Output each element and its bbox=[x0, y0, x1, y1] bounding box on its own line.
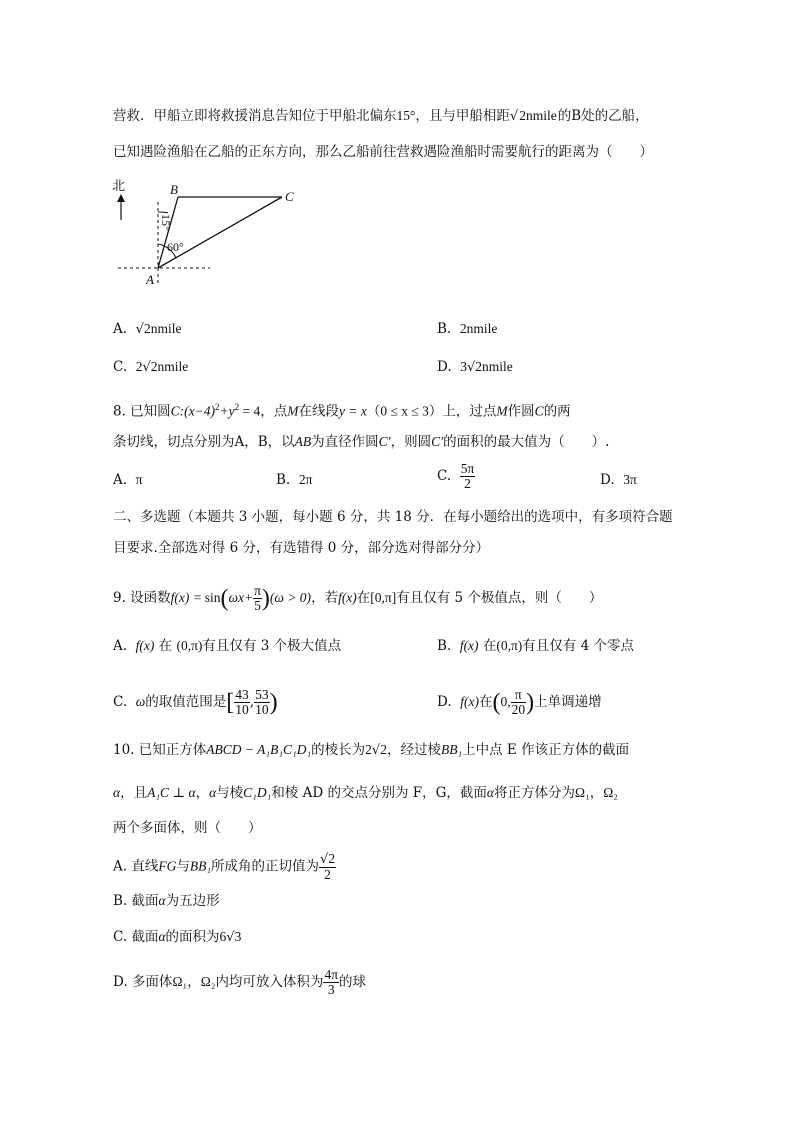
q7-option-B[interactable] bbox=[437, 319, 497, 339]
option-alpha: α bbox=[158, 893, 166, 908]
sqrt-icon: √ bbox=[509, 109, 519, 124]
q8-circle-eq: C:(x−4) bbox=[170, 403, 216, 419]
q10-text: 与棱 bbox=[216, 785, 244, 801]
q7-option-D[interactable] bbox=[437, 357, 513, 378]
option-label: D. bbox=[600, 472, 615, 488]
option-text: 2nmile bbox=[143, 321, 182, 336]
fraction bbox=[323, 968, 339, 997]
sqrt-icon: √ bbox=[226, 930, 235, 945]
q10-omega1: Ω₁ bbox=[575, 785, 590, 800]
q8-option-A[interactable] bbox=[113, 470, 142, 490]
option-text: 直线 bbox=[131, 858, 159, 875]
option-text: 多面体 bbox=[131, 974, 173, 990]
q8-circle-eq: +y bbox=[219, 403, 235, 419]
option-text: ， bbox=[187, 974, 201, 990]
north-arrowhead-icon bbox=[117, 194, 125, 202]
q8-text: 上，过点 bbox=[442, 403, 497, 420]
option-label: C. bbox=[437, 468, 452, 484]
frac-num: π bbox=[511, 688, 527, 703]
option-text: 3π bbox=[623, 472, 637, 487]
option-label: A. bbox=[113, 472, 128, 488]
frac-den: 10 bbox=[255, 702, 269, 717]
q10-line-1 bbox=[113, 740, 629, 761]
option-label: D. bbox=[437, 359, 452, 375]
q7-angle: 15° bbox=[396, 108, 416, 123]
option-fx: f(x) bbox=[459, 638, 479, 653]
option-label: A. bbox=[113, 321, 128, 337]
option-omega: ω bbox=[135, 694, 146, 709]
option-label: A. bbox=[113, 858, 128, 875]
q7-text: 营救．甲船立即将救援消息告知位于甲船北偏东 bbox=[113, 108, 397, 124]
frac-den: 5 bbox=[254, 598, 261, 613]
fraction bbox=[253, 584, 262, 613]
option-text: 2nmile bbox=[475, 359, 513, 374]
q10-text: 的棱长为 bbox=[311, 742, 366, 758]
frac-num: 2 bbox=[328, 851, 336, 866]
q8-text: 作圆 bbox=[507, 403, 535, 420]
q9-option-D[interactable]: D. f(x)在(0, $\frac{\pi}{20}$ )上单调递增 bbox=[437, 687, 602, 717]
option-text: 有且仅有 4 个零点 bbox=[522, 638, 634, 654]
frac-num: 53 bbox=[255, 687, 269, 702]
option-BB1: BB₁ bbox=[189, 858, 212, 874]
q7-line-1 bbox=[113, 106, 649, 127]
q10-text: ，经过棱 bbox=[386, 742, 441, 758]
option-text: 所成角的正切值为 bbox=[211, 858, 320, 875]
option-text: 的面积为 bbox=[165, 929, 220, 945]
q9-text: 有且仅有 5 个极值点，则（ ） bbox=[396, 590, 603, 606]
option-label: D. bbox=[113, 974, 128, 990]
north-label: 北 bbox=[112, 179, 126, 194]
option-text: 2nmile bbox=[150, 359, 189, 374]
q9-option-A[interactable] bbox=[113, 636, 341, 656]
q8-segment: y = x bbox=[339, 403, 367, 419]
frac-num: 5π bbox=[460, 461, 475, 476]
q10-text: 10. 已知正方体 bbox=[113, 742, 207, 758]
q8-text: ，则圆 bbox=[390, 434, 432, 450]
q10-text: 和棱 AD 的交点分别为 F，G，截面 bbox=[271, 785, 487, 801]
q10-alpha: α bbox=[486, 785, 495, 800]
q8-line-2 bbox=[113, 432, 609, 452]
angle-60-label: 60° bbox=[167, 240, 184, 254]
option-omega2: Ω₂ bbox=[200, 974, 216, 989]
q10-A1C: A₁C ⊥ α bbox=[147, 785, 196, 800]
q9-cond: (ω > 0) bbox=[269, 590, 312, 605]
frac-den: 2 bbox=[324, 867, 331, 882]
frac-num: π bbox=[254, 583, 261, 598]
option-rad: 3 bbox=[234, 929, 242, 944]
option-text: 的球 bbox=[339, 974, 367, 990]
option-text: 2nmile bbox=[459, 321, 498, 336]
option-text: 为五边形 bbox=[165, 893, 220, 909]
fraction bbox=[460, 462, 476, 491]
q10-option-A[interactable] bbox=[113, 852, 336, 882]
option-text: 内均可放入体积为 bbox=[215, 974, 324, 990]
q7-text: 的B处的乙船， bbox=[557, 108, 649, 124]
option-coef: 2 bbox=[135, 359, 143, 374]
q9-fx: f(x) bbox=[170, 590, 190, 605]
q10-text: ， bbox=[195, 785, 210, 801]
option-interval: (0,π) bbox=[176, 638, 203, 653]
q10-text: 将正方体分为 bbox=[494, 785, 576, 801]
q10-BB1: BB₁ bbox=[440, 742, 463, 757]
q9-text: ，若 bbox=[311, 590, 339, 606]
option-label: C. bbox=[113, 929, 128, 945]
q7-option-A[interactable] bbox=[113, 319, 181, 340]
q10-len-rad: 2 bbox=[380, 742, 387, 757]
q10-text: 上中点 E 作该正方体的截面 bbox=[462, 742, 630, 758]
frac-den: 10 bbox=[235, 702, 249, 717]
point-B-label: B bbox=[170, 182, 178, 197]
q10-text: ， bbox=[589, 785, 604, 801]
option-fx: f(x) bbox=[135, 638, 155, 653]
option-text: 上单调递增 bbox=[534, 694, 602, 710]
q8-text: 为直径作圆 bbox=[311, 434, 379, 450]
frac-num: 43 bbox=[235, 687, 249, 702]
option-text: 的取值范围是 bbox=[145, 694, 227, 710]
segment-AB bbox=[158, 197, 178, 268]
q8-text: 在线段 bbox=[298, 403, 339, 420]
option-coef: 6 bbox=[219, 929, 227, 944]
q8-text: 8. 已知圆 bbox=[113, 403, 171, 420]
option-FG: FG bbox=[158, 858, 177, 874]
q10-len-coef: 2 bbox=[365, 742, 372, 757]
q10-option-D[interactable] bbox=[113, 968, 366, 997]
q8-var-M: M bbox=[287, 403, 299, 419]
option-text: π bbox=[135, 472, 143, 487]
q9-arg: ωx+ bbox=[228, 590, 254, 605]
option-text: 2π bbox=[298, 472, 313, 487]
frac-den: 2 bbox=[464, 476, 471, 491]
angle-15-arc bbox=[158, 212, 168, 213]
q9-option-C[interactable]: C. ω的取值范围是[ $\frac{43}{10}$ , $\frac{53}{10}$ ) bbox=[113, 687, 278, 717]
frac-den: 20 bbox=[511, 702, 526, 717]
sqrt-icon: √ bbox=[466, 360, 476, 375]
q8-option-D[interactable] bbox=[600, 470, 637, 490]
sqrt-icon: √ bbox=[135, 322, 144, 337]
q10-line-3: 两个多面体，则（ ） bbox=[113, 820, 262, 836]
segment-AC bbox=[158, 197, 282, 268]
q7-text: ，且与甲船相距 bbox=[415, 108, 510, 124]
q8-text: 条切线，切点分别为A，B，以 bbox=[113, 434, 295, 450]
q9-stem: 9. 设函数f(x) = sin(ωx+ $\frac{\pi}{5}$ )(ω > 0)，若f(x)在[0,π]有且仅有 5 个极值点，则（ ） bbox=[113, 583, 603, 613]
point-A-label: A bbox=[146, 272, 154, 287]
q9-text: 在 bbox=[356, 590, 371, 606]
q8-var-Cprime: C′ bbox=[378, 434, 391, 449]
q10-option-C[interactable] bbox=[113, 927, 241, 948]
q9-eq: = sin bbox=[193, 590, 221, 605]
q8-var-AB: AB bbox=[294, 434, 312, 449]
option-zero: 0, bbox=[500, 694, 511, 709]
frac-den: 3 bbox=[327, 982, 335, 997]
fraction bbox=[234, 688, 250, 717]
q10-option-B[interactable] bbox=[113, 891, 220, 911]
q9-fx: f(x) bbox=[338, 590, 357, 605]
option-text: 有且仅有 3 个极大值点 bbox=[202, 638, 342, 654]
sqrt-icon: √ bbox=[320, 852, 329, 867]
q9-text: 9. 设函数 bbox=[113, 590, 171, 606]
option-text: 在 bbox=[478, 694, 493, 710]
q10-alpha: α bbox=[209, 785, 217, 800]
angle-15-label: 15° bbox=[159, 214, 173, 231]
fraction bbox=[511, 688, 527, 717]
q7-distance: 2nmile bbox=[519, 108, 557, 123]
q9-interval: [0,π] bbox=[370, 590, 397, 605]
sqrt-icon: √ bbox=[142, 360, 151, 375]
q10-C1D1: C₁D₁ bbox=[243, 785, 272, 800]
option-text: 与 bbox=[176, 858, 190, 875]
q7-figure bbox=[110, 176, 310, 288]
q10-cube: ABCD − A₁B₁C₁D₁ bbox=[206, 742, 312, 757]
q8-var-Cprime: C′ bbox=[431, 434, 444, 449]
q8-var-C: C bbox=[534, 403, 544, 419]
option-text: 在 bbox=[158, 638, 173, 654]
q7-line-2: 已知遇险渔船在乙船的正东方向，那么乙船前往营救遇险渔船时需要航行的距离为（ ） bbox=[113, 144, 653, 160]
option-text: 在 bbox=[482, 638, 497, 654]
option-text: 截面 bbox=[131, 893, 159, 909]
q9-option-B[interactable] bbox=[437, 636, 634, 656]
option-label: C. bbox=[113, 359, 128, 375]
q8-range: （0 ≤ x ≤ 3） bbox=[366, 403, 443, 419]
q8-line-1: 8. 已知圆$C:(x-4)^2+y^2 = 4$，点M在线段y = x（0 ≤ x ≤ 3）上，过点M作圆C的两 bbox=[113, 402, 571, 420]
q7-option-C[interactable] bbox=[113, 357, 188, 378]
sqrt-icon: √ bbox=[371, 743, 381, 758]
q10-line-2 bbox=[113, 783, 618, 803]
q8-text: ，点 bbox=[260, 403, 288, 420]
q8-circle-eq: = 4 bbox=[239, 403, 261, 419]
q8-text: 的两 bbox=[543, 403, 571, 420]
option-label: B. bbox=[113, 893, 128, 909]
option-label: D. bbox=[437, 694, 452, 710]
option-label: B. bbox=[437, 321, 452, 337]
q8-var-M: M bbox=[496, 403, 508, 419]
option-interval: (0,π) bbox=[496, 638, 523, 653]
option-coef: 3 bbox=[460, 359, 467, 374]
q10-alpha: α bbox=[113, 785, 121, 800]
q8-option-B[interactable] bbox=[276, 470, 312, 490]
option-label: A. bbox=[113, 638, 128, 654]
q10-omega2: Ω₂ bbox=[603, 785, 619, 800]
option-alpha: α bbox=[158, 929, 166, 944]
q8-text: 的面积的最大值为（ ）. bbox=[443, 434, 610, 450]
q10-text: ，且 bbox=[120, 785, 148, 801]
section2-line-1: 二、多选题（本题共 3 小题，每小题 6 分，共 18 分．在每小题给出的选项中，有多项符合题 bbox=[113, 509, 673, 525]
option-label: B. bbox=[437, 638, 452, 654]
option-label: B. bbox=[276, 472, 291, 488]
option-fx: f(x) bbox=[460, 694, 479, 709]
frac-num: 4π bbox=[324, 967, 339, 982]
fraction bbox=[254, 688, 270, 717]
section2-line-2: 目要求.全部选对得 6 分，有选错得 0 分，部分选对得部分分） bbox=[113, 540, 490, 556]
q8-option-C[interactable] bbox=[437, 462, 475, 491]
option-omega1: Ω₁ bbox=[172, 974, 188, 989]
option-text: 截面 bbox=[131, 929, 159, 945]
point-C-label: C bbox=[285, 189, 294, 204]
option-label: C. bbox=[113, 694, 128, 710]
fraction bbox=[319, 852, 336, 882]
